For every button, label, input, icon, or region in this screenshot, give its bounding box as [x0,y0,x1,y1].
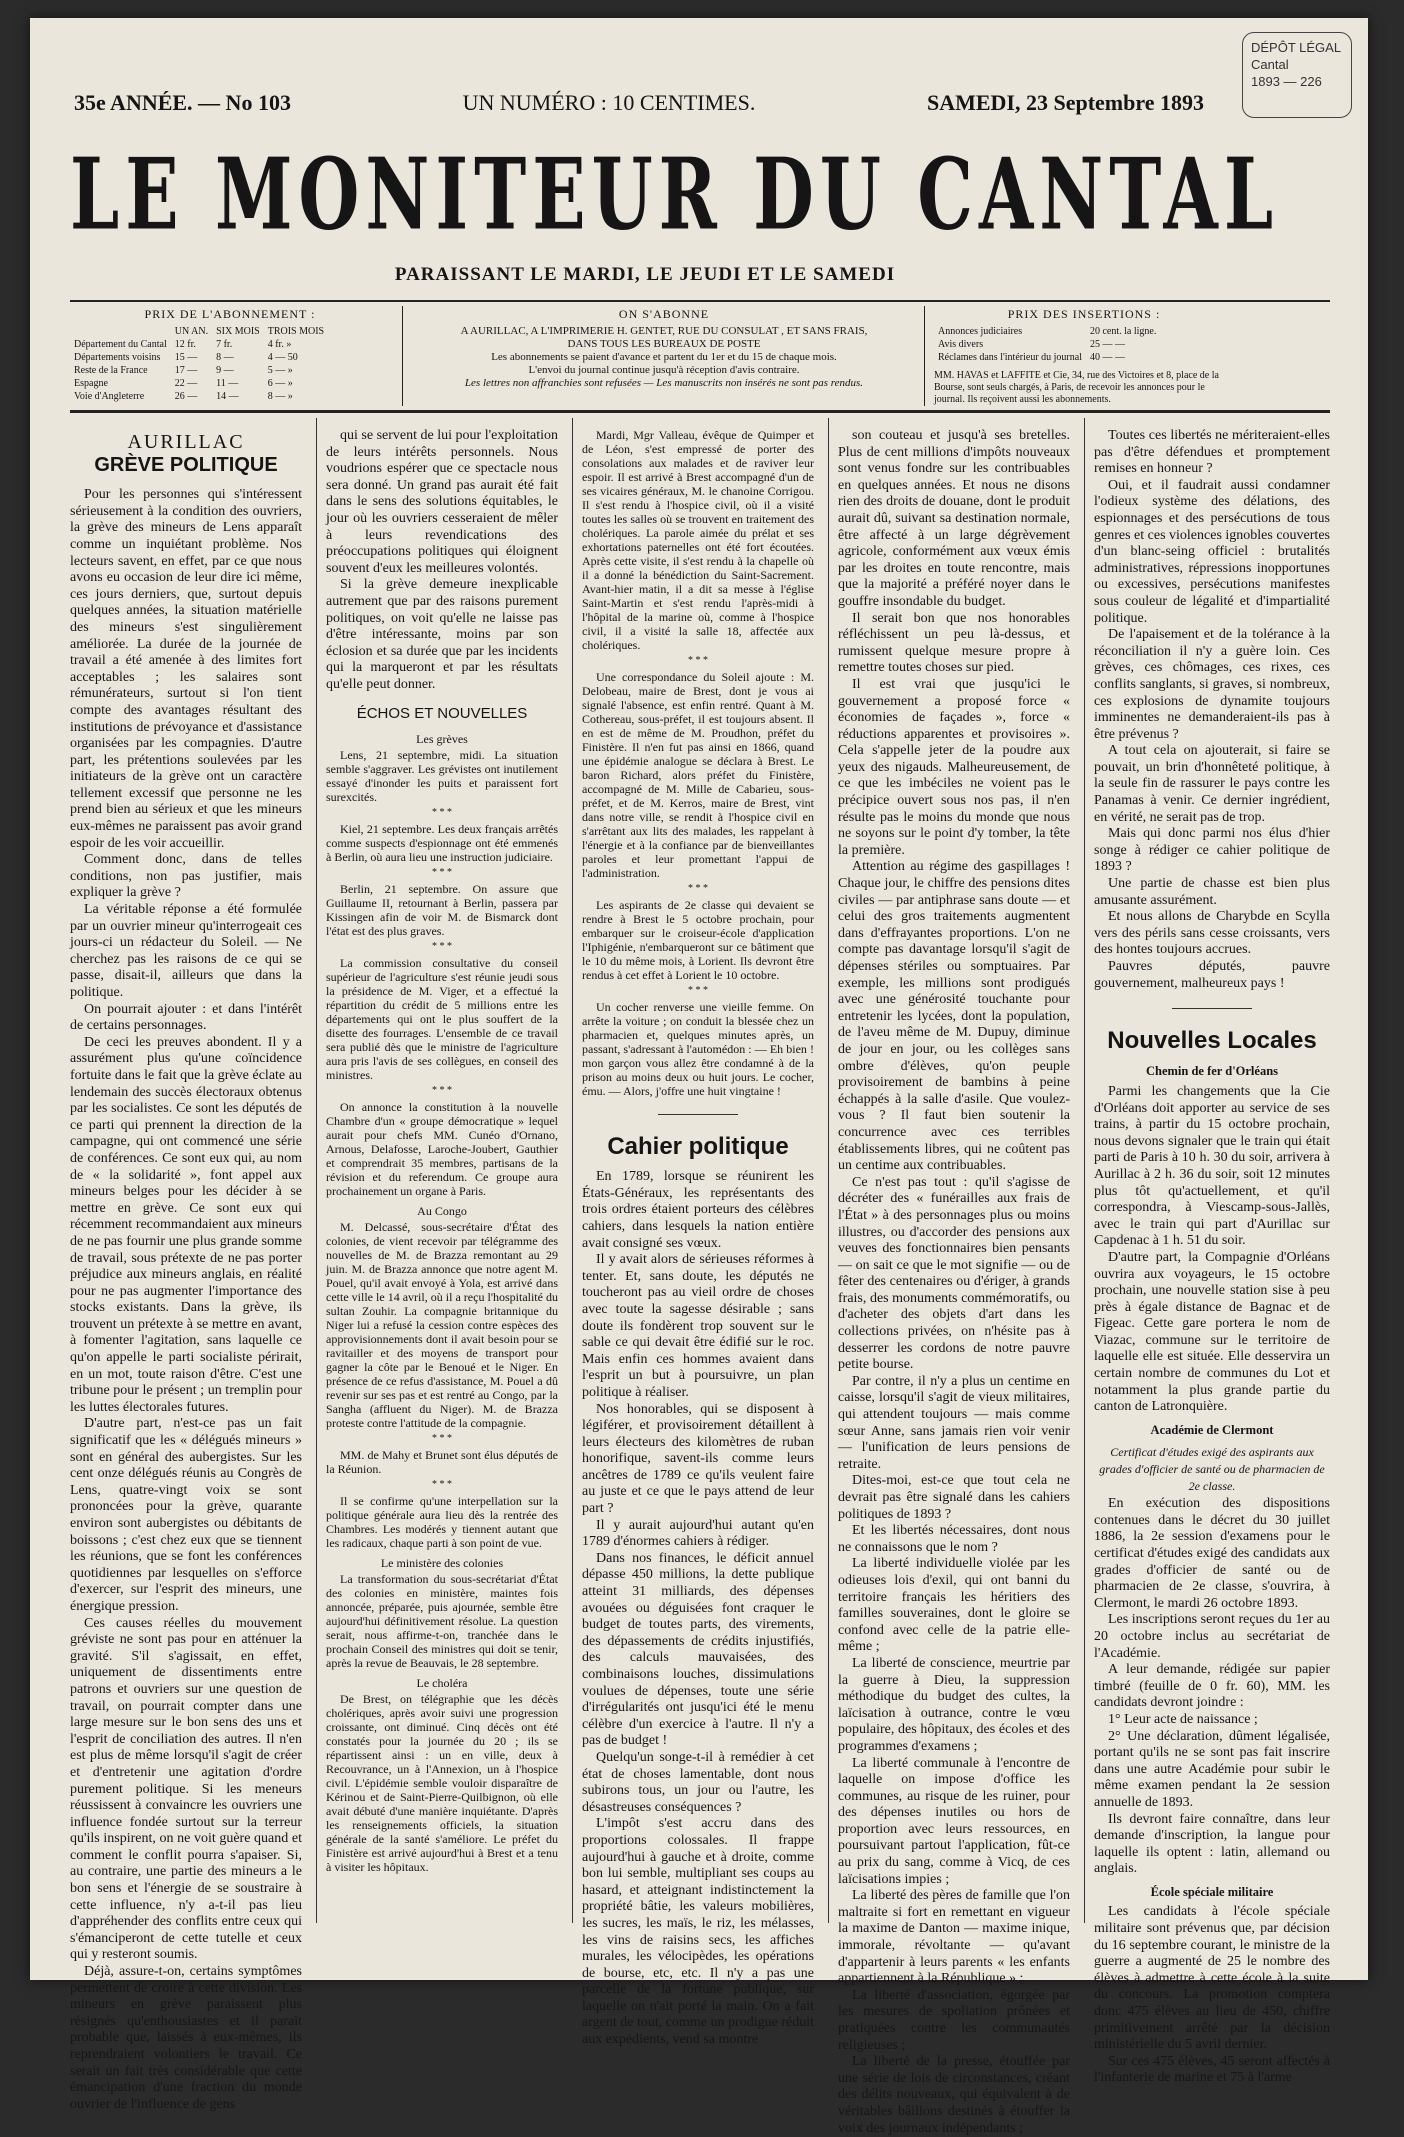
paragraph: Déjà, assure-t-on, certains symptômes permettent de croire à cette division. Les mineurs en grève paraissent plus résignés qu'enthousiastes et il paraît probable que, laissés à eux-mêmes, ils reprendraient volontiers le travail. Ce serait un fait très considérable que cette émancipation d'une fraction du monde ouvrier de l'influence de gens [70,1964,302,2112]
paragraph: 2° Une déclaration, dûment légalisée, portant qu'ils ne se sont pas fait inscrire dans une autre Académie pour subir le même examen pendant la 2e session annuelle de 1893. [1094,1728,1330,1810]
column-divider [316,418,317,1923]
stamp-line: DÉPÔT LÉGAL [1251,40,1342,55]
section-title: ÉCHOS ET NOUVELLES [356,704,528,722]
row-label: Départements voisins [74,352,161,363]
news-item: Kiel, 21 septembre. Les deux français arrêtés comme suspects d'espionnage ont été emmenés à Berlin, où aura lieu une instruction judiciaire. [326,822,558,865]
subhead: Les grèves [416,732,468,747]
subhead: École spéciale militaire [1150,1884,1274,1899]
subhead: Académie de Clermont [1150,1422,1274,1437]
divider [70,300,1330,302]
paragraph: Et nous allons de Charybde en Scylla vers des périls sans cesse croissants, vers des hontes toujours accrues. [1094,909,1330,958]
news-item: Berlin, 21 septembre. On assure que Guillaume II, retournant à Berlin, passera par Kissingen afin de voir M. de Bismarck dont l'état est des plus graves. [326,882,558,939]
separator [1094,998,1330,1015]
stamp-line: Cantal [1251,57,1289,72]
cell: 6 — » [267,378,293,389]
separator: * * * [432,1433,452,1445]
legal-deposit-stamp [1242,32,1352,118]
subhead-note: Certificat d'études exigé des aspirants aux grades d'officier de santé ou de pharmacien de 2e classe. [1099,1445,1325,1493]
paragraph: Comment donc, dans de telles conditions, non pas justifier, mais expliquer la grève ? [70,852,302,901]
column-divider [572,418,573,1923]
separator: * * * [432,941,452,953]
cell: 8 — » [267,391,293,402]
col-header: TROIS MOIS [267,326,325,337]
paragraph: En 1789, lorsque se réunirent les États-Généraux, les représentants des trois ordres étaient porteurs des célèbres cahiers, dans lesquels la nation entière avait consigné ses vœux. [582,1169,814,1251]
subscription-title: PRIX DE L'ABONNEMENT : [144,307,316,321]
dateline-place: AURILLAC [127,431,245,453]
column-1 [70,428,302,2112]
subscribe-line: A AURILLAC, A L'IMPRIMERIE H. GENTET, RUE DU CONSULAT , ET SANS FRAIS, [460,325,868,337]
issue-number: 35e ANNÉE. — No 103 [74,90,291,115]
paragraph: Et les libertés nécessaires, dont nous ne connaissons que le nom ? [838,1523,1070,1555]
paragraph: En exécution des dispositions contenues dans le décret du 30 juillet 1886, la 2e session d'examens pour le certificat d'études exigé des candidats aux grades d'officier de santé ou de pharmacien de 2e classe, s'ouvrira, à Clermont, le mardi 26 octobre 1893. [1094,1496,1330,1611]
paragraph: Pour les personnes qui s'intéressent sérieusement à la condition des ouvriers, la grève des mineurs de Lens apparaît comme un inquiétant problème. Nos lecteurs savent, en effet, par ce que nous avons eu occasion de leur dire ici même, ces jours derniers, que, surtout depuis quelques années, la situation matérielle des mineurs s'est singulièrement améliorée. La durée de la journée de travail a été amenée à des limites fort acceptables ; les salaires sont rémunérateurs, surtout si l'on tient compte des avantages résultant des institutions de prévoyance et d'assistance organisées par les compagnies. D'autre part, les prétentions soulevées par les initiateurs de la grève ont un caractère tellement excessif que personne ne les prend bien au sérieux et que les mineurs eux-mêmes ne paraissent pas avoir grand espoir de les voir accueillir. [70,487,302,851]
news-item: Un cocher renverse une vieille femme. On arrête la voiture ; on conduit la blessée chez un pharmacien et, quelques minutes après, un passant, s'adressant à l'automédon : — Eh bien ! mon garçon vous allez être condamné à de la prison au moins deux ou huit jours. Le cocher, ému. — Alors, j'offre une huit vingtaine ! [582,1000,814,1098]
cell: 17 — [174,365,198,376]
subhead: Le choléra [416,1676,468,1691]
paragraph: D'autre part, n'est-ce pas un fait significatif que les « délégués mineurs » sont en général des aubergistes. Sur les cent onze délégués réunis au Congrès de Lens, quatre-vingt voix se sont prononcées pour la grève, quarante environ sont aubergistes ou débitants de boissons ; c'est chez eux que se tiennent les réunions, que se font les conférences quotidiennes par lesquelles on s'efforce d'exercer, sur l'esprit des mineurs, une énergique pression. [70,1416,302,1614]
cell: 7 fr. [216,339,233,350]
paragraph: Il y aurait aujourd'hui autant qu'en 1789 d'énormes cahiers à rédiger. [582,1517,814,1550]
subhead: Chemin de fer d'Orléans [1145,1064,1279,1079]
column-divider [828,418,829,1923]
column-3 [582,428,814,2048]
subscribe-line: Les abonnements se paient d'avance et partent du 1er et du 15 de chaque mois. [491,351,837,363]
paragraph: Dites-moi, est-ce que tout cela ne devrait pas être signalé dans les cahiers politiques de 1893 ? [838,1473,1070,1522]
news-item: La commission consultative du conseil supérieur de l'agriculture s'est réunie jeudi sous la présidence de M. Viger, et a effectué la répartition du crédit de 5 millions entre les départements qui ont le plus souffert de la disette des fourrages. L'ensemble de ce travail sera publié dès que le ministre de l'agriculture aura pris l'avis de ses collègues, en conseil des ministres. [326,956,558,1083]
separator: * * * [432,1085,452,1097]
paragraph: Les inscriptions seront reçues du 1er au 20 octobre inclus au secrétariat de l'Académie. [1094,1612,1330,1661]
col-header: SIX MOIS [216,326,260,337]
cell: 14 — [216,391,239,402]
paragraph: La liberté communale à l'encontre de laquelle on impose d'office les communes, au risque de les ruiner, pour des dépenses inutiles ou hors de proportion avec leurs ressources, en poursuivant partout l'application, fût-ce au prix du sang, comme à Vicq, de ces laïcisations impies ; [838,1755,1070,1887]
news-item: La transformation du sous-secrétariat d'État des colonies en ministère, maintes fois annoncée, préparée, puis ajournée, semble être aujourd'hui définitivement résolue. La question serait, nous affirme-t-on, tranchée dans le prochain Conseil des ministres qui doit se tenir, après la revue de Beauvais, le 28 septembre. [326,1572,558,1671]
subscribe-info [414,308,914,404]
paragraph: Nos honorables, qui se disposent à légiférer, et provisoirement détaillent à leurs électeurs des kilomètres de ruban honorifique, savent-ils comme leurs ancêtres de 1789 ce qu'ils veulent faire au juste et ce que le pays attend de leur part ? [582,1401,814,1517]
issue-price: UN NUMÉRO : 10 CENTIMES. [462,90,756,115]
row-label: Département du Cantal [74,339,167,350]
subhead: Le ministère des colonies [380,1556,504,1571]
paragraph: Une partie de chasse est bien plus amusante assurément. [1094,876,1330,908]
paragraph: Ce n'est pas tout : qu'il s'agisse de décréter des « funérailles aux frais de l'État » à des personnages plus ou moins illustres, ou d'accorder des pensions aux veuves des fonctionnaires bien pensants — on sait ce que le mot signifie — ou de fêter des centenaires ou d'ériger, à grands frais, des monuments commémoratifs, ou d'acheter des objets d'art dans les collections privées, on n'hésite pas à desserrer les cordons de notre pauvre petite bourse. [838,1174,1070,1373]
paragraph: Ces causes réelles du mouvement gréviste ne sont pas pour en atténuer la gravité. S'il s'agissait, en effet, uniquement de dissentiments entre patrons et ouvriers sur une question de travail, on pourrait compter dans une large mesure sur le bon sens des uns et l'esprit de conciliation des autres. Il n'en est plus de même lorsqu'il s'agit de créer et d'entretenir une agitation d'ordre purement politique. Si les meneurs réussissent à convaincre les ouvriers une influence fondée surtout sur la terreur qu'ils inspirent, on ne voit guère quand et comment le conflit pourra s'apaiser. Si, au contraire, une partie des mineurs a le bon sens et l'énergie de se soustraire à cette influence, n'y a-t-il pas lieu d'appréhender des conflits entre ceux qui s'émanciperont de cette tutelle et ceux qui y resteront soumis. [70,1615,302,1963]
paragraph: Il est vrai que jusqu'ici le gouvernement a proposé force « économies de façades », force « réductions apparentes et provisoires ». Cela s'appelle jeter de la poudre aux yeux des nigauds. Malheureusement, de ce que les imbéciles ne voient pas le précipice ouvert sous nos pas, il n'en résulte pas le moins du monde que nous ne soyons sur le point d'y tomber, la tête la première. [838,676,1070,858]
news-item: Il se confirme qu'une interpellation sur la politique générale aura lieu dès la rentrée des Chambres. Les modérés y tiennent autant que les radicaux, chaque parti à son point de vue. [326,1494,558,1551]
column-divider [1084,418,1085,1923]
cell: 9 — [216,365,234,376]
column-2 [326,428,558,1918]
paragraph: La liberté d'association, égorgée par les mesures de spoliation prônées et pratiquées contre les communautés religieuses ; [838,1987,1070,2053]
separator: * * * [432,867,452,879]
cell: 11 — [216,378,239,389]
cell: 26 — [174,391,198,402]
paragraph: Ils devront faire connaître, dans leur demande d'inscription, la langue pour laquelle ils optent : latin, allemand ou anglais. [1094,1811,1330,1877]
separator [582,1104,814,1121]
paragraph: Pauvres députés, pauvre gouvernement, malheureux pays ! [1094,959,1330,991]
paragraph: La liberté des pères de famille que l'on maltraite si fort en remettant en vigueur la maxime de Danton — maxime inique, immorale, révoltante — qu'avant d'appartenir à leurs parents « les enfants appartiennent à la République » ; [838,1888,1070,1987]
paragraph: Toutes ces libertés ne mériteraient-elles pas d'être défendues et promptement remises en honneur ? [1094,428,1330,477]
cell: 22 — [174,378,198,389]
row-label: Espagne [74,378,108,389]
subscribe-title: ON S'ABONNE [618,307,710,321]
news-item: Une correspondance du Soleil ajoute : M. Delobeau, maire de Brest, dont je vous ai signalé l'absence, est enfin rentré. Quant à M. Cothereau, sous-préfet, il est toujours absent. Il en est de même de M. Proudhon, préfet du Finistère. Il n'en fut pas ainsi en 1866, quand une épidémie analogue se déclara à Brest. Le baron Richard, alors préfet du Finistère, accompagné de M. Mille de Cabarieu, sous-préfet, et de M. Kerros, maire de Brest, vint dans notre ville, se rendit à l'hospice civil en s'arrêtant aux lits des malades, les rappelant à l'énergie et à la confiance par de bienveillantes paroles et leur promettant l'appui de l'administration. [582,670,814,880]
insertion-note: MM. HAVAS et LAFFITE et Cie, 34, rue des Victoires et 8, place de la Bourse, sont seuls chargés, à Paris, de recevoir les annonces pour le journal. Ils reçoivent aussi les abonnements. [934,370,1219,405]
paragraph: son couteau et jusqu'à ses bretelles. Plus de cent millions d'impôts nouveaux sont venus fondre sur les contribuables en quelques années. Et nous ne disons rien des droits de douane, dont le produit aurait dû, suivant sa destination normale, être affecté à un large dégrèvement agricole, conformément aux vœux émis par les droites en toute rencontre, mais que la majorité a préféré noyer dans le gouffre insondable du budget. [838,428,1070,609]
paragraph: Si la grève demeure inexplicable autrement que par des raisons purement politiques, on voit qu'elle ne laisse pas d'être intéressante, moins par son éclosion et sa durée que par les incidents qui la marqueront et par les résultats qu'elle peut donner. [326,577,558,692]
separator: * * * [688,985,708,996]
cell: 4 fr. » [267,339,292,350]
subscribe-line: Les lettres non affranchies sont refusées — Les manuscrits non insérés ne sont pas rendus. [464,377,864,389]
news-item: M. Delcassé, sous-secrétaire d'État des colonies, de vient recevoir par télégramme des nouvelles de M. de Brazza remontant au 29 juin. M. de Brazza annonce que notre agent M. Pouel, qu'il avait envoyé à Yola, est arrivé dans cette ville le 14 avril, où il a reçu l'hospitalité du sultan Zouhir. La compagnie britannique du Niger lui a refusé la cession contre espèces des approvisionnements dont il avait besoin pour se ravitailler et des moyens de transport pour gagner la côte par le Benoué et le Niger. En présence de ce refus d'assistance, M. Pouel a dû revenir sur ses pas et est rentré au Congo, par la Sangha (affluent du Niger). M. de Brazza proteste contre l'attitude de la compagnie. [326,1220,558,1431]
paragraph: A leur demande, rédigée sur papier timbré (feuille de 0 fr. 60), MM. les candidats devront joindre : [1094,1662,1330,1711]
header-line [74,90,1204,120]
news-item: On annonce la constitution à la nouvelle Chambre d'un « groupe démocratique » lequel aurait pour chefs MM. Cunéo d'Ornano, Arnous, Delafosse, Laroche-Joubert, Gauthier et comprendrait 35 membres, partisans de la révision et du referendum. Ce groupe aura prochainement un organe à Paris. [326,1100,558,1199]
separator: * * * [432,807,452,819]
cell: 25 — — [1089,339,1125,350]
cell: 5 — » [267,365,293,376]
paragraph: Parmi les changements que la Cie d'Orléans doit apporter au service de ses trains, à partir du 15 octobre prochain, nous devons signaler que le train qui était parti de Paris à 10 h. 30 du soir, arrivera à Aurillac à 2 h. 36 du soir, soit 12 minutes plus tôt qu'actuellement, et qu'il correspondra, à Viescamp-sous-Jallès, avec le train qui part d'Aurillac sur Capdenac à 1 h. 51 du soir. [1094,1083,1330,1249]
paragraph: qui se servent de lui pour l'exploitation de leurs intérêts personnels. Nous voudrions espérer que ce spectacle nous sera donné. Un grand pas aurait été fait dans le sens des solutions équitables, le jour où les ouvriers cesseraient de mêler à leurs revendications des préoccupations politiques qui éloignent souvent d'eux les meilleures volontés. [326,428,558,576]
masthead-title: LE MONITEUR DU CANTAL [70,136,1280,253]
subscription-prices [70,308,390,404]
paragraph: La véritable réponse a été formulée par un ouvrier mineur qu'interrogeait ces jours-ci un rédacteur du Soleil. — Ne cherchez pas les raisons de ce qui se passe, disait-il, ailleurs que dans la politique. [70,902,302,1000]
paragraph: Oui, et il faudrait aussi condamner l'odieux système des délations, des espionnages et des persécutions de tous genres et ces violences ignobles couvertes d'un blanc-seing officiel : brutalités administratives, répressions inopportunes ou excessives, persécutions manifestes sous couleur de légalité et d'impartialité politique. [1094,477,1330,626]
cell: 12 fr. [174,339,196,350]
paragraph: La liberté individuelle violée par les odieuses lois d'exil, qui ont banni du territoire français les héritiers des familles souveraines, dont le gloire se confond avec celle de la patrie elle-même ; [838,1556,1070,1655]
paragraph: Il serait bon que nos honorables réfléchissent un peu là-dessus, et rumissent quelque mesure propre à remettre toutes choses sur pied. [838,610,1070,676]
insertion-prices [934,308,1234,404]
paragraph: Attention au régime des gaspillages ! Chaque jour, le chiffre des pensions dites civiles — par antiphrase sans doute — et celui des gros traitements augmentent dans d'effrayantes proportions. L'on ne compte pas davantage lorsqu'il s'agit de dépenses stériles ou somptuaires. Par exemple, les millions sont prodigués avec une générosité touchante pour entretenir les lycées, dont la population, de l'aveu même de M. Dupuy, diminue de jour en jour, ou les collèges sans ombre d'élèves, qu'on peuple provisoirement de bambins à peine échappés à la salle d'asile. Que voulez-vous ? Il faut bien soutenir la concurrence avec ces terribles établissements libres, qui ne coûtent pas un centime aux contribuables. [838,859,1070,1174]
row-label: Réclames dans l'intérieur du journal [938,352,1082,363]
paragraph: La liberté de conscience, meurtrie par la guerre à Dieu, la suppression méthodique du budget des cultes, la laïcisation à outrance, contre le vœu populaire, des hôpitaux, des écoles et des programmes d'examens ; [838,1655,1070,1754]
paragraph: D'autre part, la Compagnie d'Orléans ouvrira aux voyageurs, le 15 octobre prochain, une nouvelle station sise à peu près à égale distance de Bagnac et de Figeac. Cette gare portera le nom de Viazac, commune sur le territoire de laquelle elle est située. Elle desservira un certain nombre de communes du Lot et notamment la plus grande partie du canton de Latronquière. [1094,1249,1330,1415]
subhead: Au Congo [417,1204,467,1219]
paragraph: Par contre, il n'y a plus un centime en caisse, lorsqu'il s'agit de vieux militaires, qui attendent toujours — mais comme sœur Anne, sans jamais rien voir venir — l'unification de leurs pensions de retraite. [838,1373,1070,1472]
cell: 8 — [216,352,234,363]
paragraph: Sur ces 475 élèves, 45 seront affectés à l'infanterie de marine et 75 à l'arme [1094,2053,1330,2086]
section-title: Nouvelles Locales [1107,1026,1317,1054]
masthead-subtitle: PARAISSANT LE MARDI, LE JEUDI ET LE SAMEDI [394,264,896,285]
article-title: Cahier politique [607,1132,789,1160]
col-header: UN AN. [174,326,209,337]
paragraph: De l'apaisement et de la tolérance à la réconciliation il n'y a guère loin. Ces grèves, ces chômages, ces rixes, ces conflits sanglants, si graves, si nombreux, ces explosions de dynamite toujours imminentes ne demanderaient-ils pas à être prévenus ? [1094,627,1330,742]
divider [924,306,925,406]
article-title: GRÈVE POLITIQUE [94,453,278,476]
insertion-table [934,325,1160,364]
paragraph: Dans nos finances, le déficit annuel dépasse 450 millions, la dette publique atteint 31 milliards, des dépenses avouées ou déguisées font craquer le budget de toutes parts, des virements, des dépassements de crédits injustifiés, des calculs mauvaisées, des combinaisons louches, dissimulations voulues de dépenses, toute une série d'irrégularités ont jusqu'ici été le menu célèbre d'un exercice à l'autre. Il n'y a pas de budget ! [582,1550,814,1749]
row-label: Annonces judiciaires [938,326,1023,337]
paragraph: L'impôt s'est accru dans des proportions colossales. Il frappe aujourd'hui à gauche et à droite, comme bon lui semble, multipliant ses coups au hasard, et atteignant indistinctement la propriété bâtie, les valeurs mobilières, les sucres, les maïs, le riz, les mélasses, les vins de raisins secs, les affiches murales, les vélocipèdes, les opérations de bourse, etc, etc. Il n'y a pas une parcelle de la fortune publique, sur laquelle on n'ait porté la main. On a fait argent de tout, comme un prodigue réduit aux expédients, vend sa montre [582,1816,814,2048]
cell: 15 — [174,352,198,363]
insertion-title: PRIX DES INSERTIONS : [1007,307,1161,321]
news-item: Lens, 21 septembre, midi. La situation semble s'aggraver. Les grévistes ont inutilement essayé d'inonder les puits et paraissent fort surexcités. [326,748,558,805]
subscription-table [70,325,328,403]
separator: * * * [688,655,708,666]
paragraph: 1° Leur acte de naissance ; [1108,1711,1258,1727]
newspaper-page [30,18,1368,2136]
paragraph: A tout cela on ajouterait, si faire se pouvait, un brin d'honnêteté politique, à la seule fin de rassurer le pays contre les Panamas à venir. Ce dernier ingrédient, en vérité, ne serait pas de trop. [1094,743,1330,825]
subscribe-line: L'envoi du journal continue jusqu'à réception d'avis contraire. [528,364,800,376]
paragraph: Les candidats à l'école spéciale militaire sont prévenus que, par décision du 16 septembre courant, le ministre de la guerre a augmenté de 25 le nombre des élèves à admettre à cette école à la suite du concours. La promotion comptera donc 475 élèves au lieu de 450, chiffre primitivement arrêté par la décision ministérielle du 5 avril dernier. [1094,1904,1330,2053]
paragraph: La liberté de la presse, étouffée par une série de lois de circonstances, créant des délits nouveaux, qui équivalent à de véritables bâillons destinés à étouffer la voix des journaux indépendants ; [838,2054,1070,2136]
paragraph: Il y avait alors de sérieuses réformes à tenter. Et, sans doute, les députés ne toucheront pas au vieil ordre de choses avec toute la sagesse désirable ; sans doute ils fondèrent trop souvent sur le sable ce qui devait être édifié sur le roc. Mais enfin ces hommes avaient dans l'esprit un but à poursuivre, un plan politique à réaliser. [582,1252,814,1400]
news-item: MM. de Mahy et Brunet sont élus députés de la Réunion. [326,1448,558,1477]
row-label: Reste de la France [74,365,148,376]
news-item: Les aspirants de 2e classe qui devaient se rendre à Brest le 5 octobre prochain, pour embarquer sur le croiseur-école d'application l'Iphigénie, n'embarqueront sur ce bâtiment que le 10 du même mois, à Lorient. Ils devront être rendus à cet effet à Lorient le 10 octobre. [582,898,814,982]
subscribe-line: DANS TOUS LES BUREAUX DE POSTE [567,338,761,350]
column-4 [838,428,1070,2136]
divider [402,306,403,406]
cell: 4 — 50 [267,352,298,363]
stamp-line: 1893 — 226 [1251,74,1322,89]
column-5 [1094,428,1330,2086]
cell: 40 — — [1089,352,1125,363]
divider [70,410,1330,413]
paragraph: De ceci les preuves abondent. Il y a assurément plus qu'une coïncidence fortuite dans le fait que la grève éclate au lendemain des succès électoraux obtenus par les socialistes. Ce sont les députés de ce parti qui prennent la direction de la campagne, qui ont commencé une série de conférences. Ce sont eux qui, au nom de « la solidarité », font appel aux mineurs belges pour les décider à se mettre en grève. Ce sont eux qui récemment recommandaient aux mineurs de ne pas fournir une plus grande somme de travail, sous prétexte de ne pas porter préjudice aux mineurs anglais, en réalité pour ne pas augmenter l'importance des stocks existants. Dans la grève, ils trouvent un prétexte à se mettre en avant, à fomenter l'agitation, sans laquelle ce qu'on appelle le parti socialiste périrait, en un mot, toute raison d'être. C'est une tribune pour le présent ; un tremplin pour les luttes électorales futures. [70,1034,302,1415]
news-item: De Brest, on télégraphie que les décès cholériques, après avoir suivi une progression croissante, ont diminué. Cinq décès ont été constatés pour la journée du 20 ; ils se répartissent ainsi : un en ville, deux à Recouvrance, un à l'Annexion, un à l'hospice civil. L'épidémie semble vouloir disparaître de Kérinou et de Saint-Pierre-Quilbignon, où elle avait débuté d'une manière inquiétante. D'après les renseignements officiels, la situation générale de la santé s'améliore. Le préfet du Finistère est arrivé aujourd'hui à Brest et a tenu à visiter les hôpitaux. [326,1692,558,1875]
news-item: Mardi, Mgr Valleau, évêque de Quimper et de Léon, s'est empressé de porter des consolations aux malades et de raviver leur espoir. Il est arrivé à Brest accompagné d'un de ses vicaires généraux, M. le chanoine Corrigou. Il s'est rendu à l'hospice civil, où il a visité toutes les salles où se trouvent en traitement des cholériques. La parole aimée du prélat et ses exhortations paternelles ont été fort écoutées. Après cette visite, il s'est rendu à la chapelle où il a donné la bénédiction du Saint-Sacrement. Avant-hier matin, il a dit sa messe à l'église Saint-Martin et s'est rendu l'après-midi à l'hôpital de la marine où, comme à l'hospice civil, il a visité la salle 18, affectée aux cholériques. [582,428,814,652]
cell: 20 cent. la ligne. [1089,326,1157,337]
issue-date: SAMEDI, 23 Septembre 1893 [926,90,1204,115]
row-label: Voie d'Angleterre [74,391,145,402]
separator: * * * [688,883,708,894]
separator: * * * [432,1479,452,1491]
paragraph: Mais qui donc parmi nos élus d'hier songe à rédiger ce cahier politique de 1893 ? [1094,826,1330,875]
row-label: Avis divers [938,339,984,350]
paragraph: Quelqu'un songe-t-il à remédier à cet état de choses lamentable, dont nous subirons tous, un jour ou l'autre, les désastreuses conséquences ? [582,1749,814,1815]
paragraph: On pourrait ajouter : et dans l'intérêt de certains personnages. [70,1001,302,1034]
